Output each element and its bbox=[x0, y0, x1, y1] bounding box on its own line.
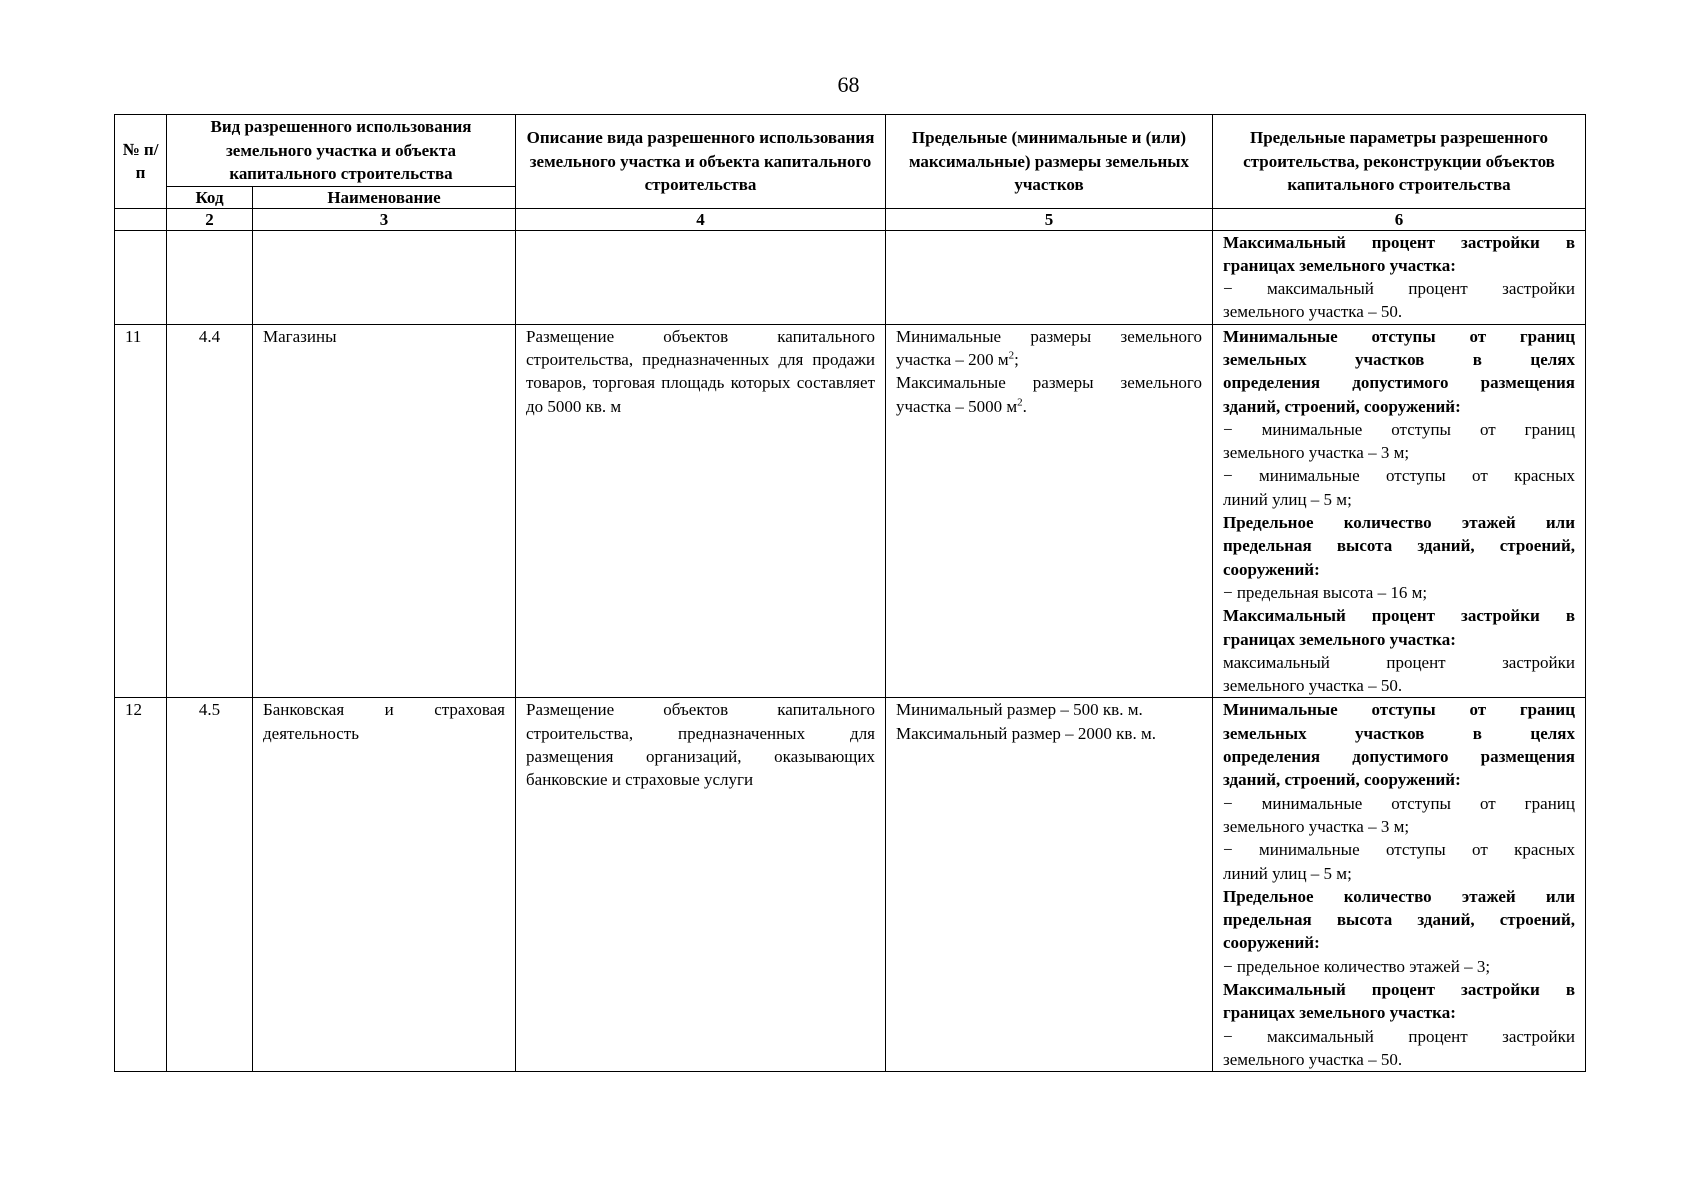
param-line: определения допустимого размещения bbox=[1223, 747, 1575, 767]
param-line: − минимальные отступы от границ bbox=[1223, 419, 1575, 439]
row-number: 12 bbox=[115, 698, 167, 1072]
param-line: Предельное количество этажей или bbox=[1223, 886, 1575, 906]
column-number-4: 4 bbox=[516, 208, 886, 230]
row-sizes bbox=[886, 324, 1213, 698]
row-params bbox=[1213, 230, 1586, 324]
header-no: № п/п bbox=[115, 115, 167, 209]
param-line: границах земельного участка: bbox=[1223, 1003, 1456, 1023]
param-line: Минимальные отступы от границ bbox=[1223, 326, 1575, 346]
row-number bbox=[115, 230, 167, 324]
row-sizes bbox=[886, 698, 1213, 1072]
param-line: Максимальный процент застройки в bbox=[1223, 980, 1575, 999]
row-description: Размещение объектов капитального строительства, предназначенных для размещения организаций, оказывающих банковские и страховые услуги bbox=[516, 698, 886, 1072]
column-number-row bbox=[115, 208, 1586, 230]
param-line: линий улиц – 5 м; bbox=[1223, 863, 1352, 883]
param-line: сооружений: bbox=[1223, 559, 1320, 579]
column-number-3: 3 bbox=[253, 208, 516, 230]
param-line: границах земельного участка: bbox=[1223, 255, 1456, 275]
column-number-5: 5 bbox=[886, 208, 1213, 230]
param-line: земельного участка – 3 м; bbox=[1223, 816, 1410, 836]
param-line: − минимальные отступы от границ bbox=[1223, 793, 1575, 813]
column-number-6: 6 bbox=[1213, 208, 1586, 230]
land-use-table bbox=[114, 114, 1586, 1072]
size-minimum: Минимальные размеры земельного участка – 200 $м^2$; bbox=[896, 326, 1202, 369]
size-maximum: Максимальный размер – 2000 кв. м. bbox=[896, 723, 1156, 743]
row-description bbox=[516, 230, 886, 324]
row-params bbox=[1213, 698, 1586, 1072]
row-code bbox=[167, 230, 253, 324]
param-line: земельного участка – 50. bbox=[1223, 302, 1403, 322]
param-line: зданий, строений, сооружений: bbox=[1223, 770, 1461, 790]
param-line: границах земельного участка: bbox=[1223, 629, 1456, 649]
param-line: Максимальный процент застройки в bbox=[1223, 606, 1575, 626]
header-description: Описание вида разрешенного использования земельного участка и объекта капитального строительства bbox=[516, 115, 886, 209]
table-row bbox=[115, 230, 1586, 324]
param-line: определения допустимого размещения bbox=[1223, 373, 1575, 393]
param-line: предельная высота зданий, строений, bbox=[1223, 536, 1575, 556]
row-name: Магазины bbox=[253, 324, 516, 698]
param-line: земельного участка – 50. bbox=[1223, 676, 1403, 696]
table-row bbox=[115, 698, 1586, 1072]
param-line: Максимальный процент застройки в bbox=[1223, 232, 1575, 252]
param-line: − максимальный процент застройки bbox=[1223, 279, 1575, 299]
table-row bbox=[115, 324, 1586, 698]
param-line: земельных участков в целях bbox=[1223, 723, 1575, 743]
row-code: 4.4 bbox=[167, 324, 253, 698]
row-params bbox=[1213, 324, 1586, 698]
page-number: 68 bbox=[837, 72, 860, 97]
param-line: максимальный процент застройки bbox=[1223, 652, 1575, 672]
table-header bbox=[115, 115, 1586, 231]
header-name: Наименование bbox=[253, 186, 516, 208]
row-name: Банковская и страховая деятельность bbox=[253, 698, 516, 1072]
param-line: − минимальные отступы от красных bbox=[1223, 840, 1575, 860]
param-line: − предельная высота – 16 м; bbox=[1223, 582, 1428, 602]
row-number: 11 bbox=[115, 324, 167, 698]
table-body bbox=[115, 230, 1586, 1072]
param-line: − предельное количество этажей – 3; bbox=[1223, 956, 1491, 976]
header-type: Вид разрешенного использования земельного участка и объекта капитального строительства bbox=[167, 115, 516, 187]
column-number-2: 2 bbox=[167, 208, 253, 230]
column-number-1 bbox=[115, 208, 167, 230]
size-maximum: Максимальные размеры земельного участка – 5000 $м^2$. bbox=[896, 373, 1202, 416]
header-params: Предельные параметры разрешенного строительства, реконструкции объектов капитального строительства bbox=[1213, 115, 1586, 209]
size-minimum: Минимальный размер – 500 кв. м. bbox=[896, 700, 1143, 720]
param-line: земельного участка – 50. bbox=[1223, 1049, 1403, 1069]
row-name bbox=[253, 230, 516, 324]
param-line: земельных участков в целях bbox=[1223, 349, 1575, 369]
param-line: зданий, строений, сооружений: bbox=[1223, 396, 1461, 416]
row-description: Размещение объектов капитального строительства, предназначенных для продажи товаров, торговая площадь которых составляет до 5000 кв. м bbox=[516, 324, 886, 698]
header-code: Код bbox=[167, 186, 253, 208]
header-sizes: Предельные (минимальные и (или) максимальные) размеры земельных участков bbox=[886, 115, 1213, 209]
param-line: Минимальные отступы от границ bbox=[1223, 700, 1575, 720]
param-line: линий улиц – 5 м; bbox=[1223, 489, 1352, 509]
param-line: − максимальный процент застройки bbox=[1223, 1026, 1575, 1046]
param-line: Предельное количество этажей или bbox=[1223, 513, 1575, 533]
row-sizes bbox=[886, 230, 1213, 324]
param-line: земельного участка – 3 м; bbox=[1223, 443, 1410, 463]
param-line: − минимальные отступы от красных bbox=[1223, 466, 1575, 486]
row-code: 4.5 bbox=[167, 698, 253, 1072]
param-line: сооружений: bbox=[1223, 933, 1320, 953]
param-line: предельная высота зданий, строений, bbox=[1223, 910, 1575, 930]
